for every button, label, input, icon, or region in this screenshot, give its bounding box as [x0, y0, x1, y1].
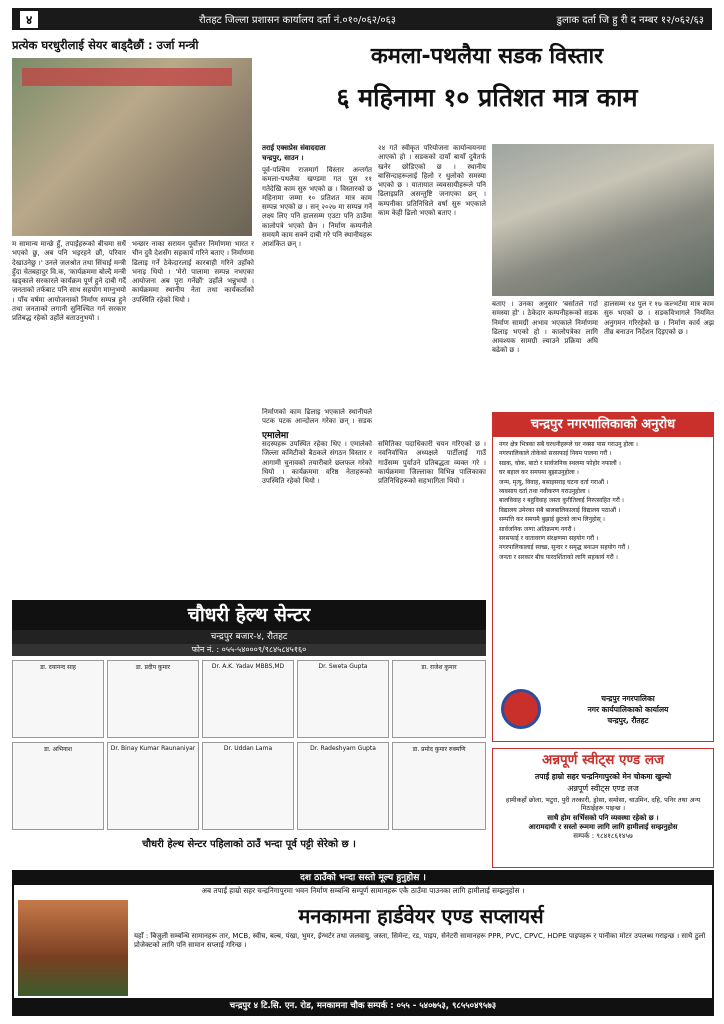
lodge-name: अन्नपूर्ण स्वीट्स एण्ड लज — [567, 784, 639, 793]
body-col6: सदस्यहरू उपस्थित रहेका थिए । एमालेको जिल्ला कमिटीको बैठकले संगठन विस्तार र आगामी चुनावको तयारीबारे छलफल गरेको थियो । कार्यक्रममा वरिष्ठ नेताहरूको उपस्थिति रहेको थियो । — [262, 440, 372, 486]
notice-item: सम्पत्ति कर समयमै बुझाई छुटको लाभ लिनुहोस् । — [499, 516, 605, 524]
temple-photo — [18, 900, 128, 996]
health-ad-title: चौधरी हेल्थ सेन्टर — [12, 600, 486, 630]
notice-item: सडक, चोक, बाटो र सार्वजनिक स्थलमा फोहोर नफालौं । — [499, 459, 621, 467]
doctor-card: Dr. A.K. Yadav MBBS,MD — [202, 660, 294, 738]
headline-kicker: कमला-पथलैया सडक विस्तार — [370, 44, 604, 69]
event-photo — [12, 58, 252, 236]
doctor-card: डा. दयानन्द साह — [12, 660, 104, 738]
notice-item: जन्म, मृत्यु, विवाह, बसाइसराइ घटना दर्ता गराऔं । — [499, 478, 609, 486]
notice-item: घर बहाल कर समयमा बुझाउनुहोला । — [499, 469, 579, 477]
lodge-slogan: साथै होम सर्भिसको पनि व्यवस्था रहेको छ । — [547, 814, 659, 822]
subhead: एमालेमा — [262, 431, 289, 441]
banner-shape — [22, 68, 232, 86]
side-col2: भन्छार नाका सरायन पूर्वोत्तर निर्माणमा भारत र चीन दुवै देशसँग सहकार्य गरिने बताए । निर्माणमा ढिलाइ गर्ने ठेकेदारलाई कारबाही गरिने उहाँको भनाइ थियो । 'मेरो पालामा सम्पन्न नभएका आयोजना अब पूरा गर्नेछौं' उहाँले भन्नुभयो । कार्यक्रममा स्थानीय नेता तथा कार्यकर्ताको उपस्थिति रहेको थियो । — [132, 240, 254, 304]
hardware-body: यहाँ : बिजुली सम्बन्धि सामानहरू तार, MCB, स्वीच, बल्ब, पंखा, भुमर, ईन्भर्टर तथा जलवायु, जस्ता, सिमेन्ट, रड, पाइप, सेनेटरी सामानहरू PPR, PVC, CPVC, HDPE पाइपहरू र पानीका मोटर उपलब्ध गराइन्छ । साथै ठुलो प्रोजेक्टको लागि पनि सामान सप्लाई गरिन्छ । — [134, 932, 706, 949]
hardware-ad — [12, 870, 714, 1016]
doctor-card: Dr. Sweta Gupta — [297, 660, 389, 738]
notice-sign3: चन्द्रपुर, रौतहट — [607, 716, 649, 725]
lodge-phone: ९८४१८६१४५७ — [596, 832, 633, 840]
notice-sign1: चन्द्रपुर नगरपालिका — [601, 694, 655, 703]
notice-item: विद्यालय उमेरका सबै बालबालिकालाई विद्यालय पठाऔं । — [499, 506, 621, 514]
body-col7: समितिका पदाधिकारी चयन गरिएको छ । नवनिर्वाचित अध्यक्षले पार्टीलाई गाउँ गाउँसम्म पुर्याउने प्रतिबद्धता व्यक्त गरे । कार्यक्रममा जिल्लाका विभिन्न पालिकाका प्रतिनिधिहरूको सहभागिता थियो । — [378, 440, 486, 486]
doctor-card: डा. राजेश कुमार — [392, 660, 486, 738]
dateline: चन्द्रपुर, साउन । — [262, 154, 304, 162]
notice-item: व्यवसाय दर्ता तथा नवीकरण गराउनुहोला । — [499, 488, 590, 496]
notice-title: चन्द्रपुर नगरपालिकाको अनुरोध — [493, 413, 713, 437]
doctor-card: Dr. Radeshyam Gupta — [297, 742, 389, 830]
lodge-title: अन्नपूर्ण स्वीट्स एण्ड लज — [493, 749, 713, 771]
notice-item: नगरपालिकालाई स्वच्छ, सुन्दर र समृद्ध बनाउन सहयोग गरौं । — [499, 544, 630, 552]
health-ad-footer: चौधरी हेल्थ सेन्टर पहिलाको ठाउँ भन्दा पूर्व पट्टी सेरेको छ । — [142, 839, 356, 850]
notice-box — [492, 412, 714, 742]
side-col1: म सामान्य मान्छे हुँ, तपाईंहरूको बीचमा सधैं भएको छु, अब पनि भइरहने छौं, परिवार देखाउनेछु ।' उनले जलश्रोत तथा सिंचाई मन्त्री हुँदा चेतबहादुर वि.क, 'कार्यक्रममा बोल्दै मन्त्री खड्काले सरकारले कार्यक्रम पूर्ण हुने दाबी गर्दै जनताको तर्फबाट पनि साथ सहयोग माग्नुभयो । पाँच वर्षमा आयोजनाको निर्माण सम्पन्न हुने तथा जनताको लगानी सुनिश्चित गर्न सरकार प्रतिबद्ध रहेको उहाँले बताउनुभयो । — [12, 240, 126, 323]
notice-item: सार्वजनिक जग्गा अतिक्रमण नगरौं । — [499, 525, 576, 533]
doctor-card: डा. प्रमोद कुमार रुक्मणि — [392, 742, 486, 830]
health-ad-phone: फोन नं. : ०५५-५४०००९/९८४५८४५१६० — [12, 644, 486, 656]
lodge-tagline: तपाईं हाम्रो सहर चन्द्रनिगापुरको मेन चोकमा खुल्यो — [534, 772, 672, 781]
doctor-card: डा. प्रदीप कुमार — [107, 660, 199, 738]
doctor-card: Dr. Uddan Lama — [202, 742, 294, 830]
hardware-banner1: दश ठाउँको भन्दा सस्तो मूल्य हुनुहोस । — [14, 872, 712, 885]
masthead-paper: रौतहट जिल्ला प्रशासन कार्यालय दर्ता नं.०१०/०६२/०६३ — [198, 15, 396, 26]
body-col5: निर्माणको काम ढिलाइ भएकाले स्थानीयले पटक पटक आन्दोलन गरेका छन् । सडक — [262, 408, 372, 426]
side-headline: प्रत्येक घरधुरीलाई सेयर बाड्दैछौं : उर्जा मन्त्री — [12, 38, 199, 52]
notice-item: सरसफाई र वातावरण संरक्षणमा सहयोग गरौं । — [499, 535, 599, 543]
lodge-ad — [492, 748, 714, 868]
body-col1: पूर्व-पश्चिम राजमार्ग विस्तार अन्तर्गत कमला-पथलैया खण्डमा गत पुस ११ गतेदेखि काम सुरु भएको छ । विस्तारको छ महिनामा जम्मा १० प्रतिशत मात्र काम सम्पन्न भएको छ । सन् २०२७ मा सम्पन्न गर्ने लक्ष्य लिए पनि हालसम्म एउटा पनि ठाउँमा कालोपत्रे भएको छैन । निर्माण कम्पनीले समयमै काम सक्ने दाबी गरे पनि स्थानीयहरू आशंकित छन् । — [262, 166, 372, 249]
doctor-card: डा. अभिनाश — [12, 742, 104, 830]
lodge-closing: आरामदायी र सस्तो रूममा लागि लागि हामीलाई सम्झनुहोस — [528, 823, 678, 831]
byline: तराई एक्सप्रेस संवाददाता — [262, 144, 326, 152]
municipality-emblem-icon — [501, 689, 541, 729]
notice-item: नगर क्षेत्र भित्रका सबै घरधनीहरूले घर नक्सा पास गराउनु होला । — [499, 441, 638, 448]
masthead-date: डुलाक दर्ता जि हु री द नम्बर १२/०६२/६३ — [556, 15, 704, 26]
notice-item: जनता र सरकार बीच पारदर्शिताको लागि सहकार्य गरौं । — [499, 553, 618, 561]
body-col2: २४ गते स्वीकृत परियोजना कार्यान्वयनमा आएको हो । सडकको दायाँ बायाँ दुवैतर्फ खनेर छोडिएको छ । स्थानीय बासिन्दाहरूलाई हिलो र धुलोको समस्या भएको छ । यातायात व्यवसायीहरूले पनि ढिलाइप्रति असन्तुष्टि जनाएका छन् । कम्पनीका प्रतिनिधिले वर्षा सुरु भएकाले काम केही ढिलो भएको बताए । — [378, 144, 486, 218]
hardware-footer: चन्द्रपुर ४ टि.सि. एन. रोड, मनकामना चौक सम्पर्क : ०५५ - ५४०७५३, ९८५५०४९५७३ — [14, 998, 712, 1014]
hardware-title: मनकामना हार्डवेयर एण्ड सप्लायर्स — [298, 904, 544, 928]
body-col4: हालसम्म १४ पुल र १७ कल्भर्टमा मात्र काम सुरु भएको छ । सडकविभागले नियमित अनुगमन गरिरहेको छ । निर्माण कार्य अझ तीव्र बनाउन निर्देशन दिइएको छ । — [604, 300, 714, 336]
notice-item: नगरपालिकाले तोकेको सरसफाई नियम पालना गरौं । — [499, 450, 612, 458]
construction-photo — [492, 144, 714, 296]
doctor-card: Dr. Binay Kumar Raunaniyar — [107, 742, 199, 830]
notice-item: बालविवाह र बहुविवाह जस्ता कुरीतिलाई निरुत्साहित गरौं । — [499, 497, 624, 505]
page-number: ४ — [20, 11, 38, 28]
health-ad-subtitle: चन्द्रपुर बजार-४, रौतहट — [12, 630, 486, 644]
body-col3: बताए । उनका अनुसार 'बर्सातले गर्दा समस्या हो' । ठेकेदार कम्पनीहरूको सडक निर्माण सामग्री अभाव भएकाले निर्माणमा ढिलाइ भएको हो । कालोपत्रेका लागि आवश्यक सामग्री ल्याउने प्रक्रिया अघि बढेको छ । — [492, 300, 598, 355]
notice-sign2: नगर कार्यपालिकाको कार्यालय — [587, 705, 669, 714]
lodge-contact-label: सम्पर्क : — [573, 832, 595, 840]
headline-main: ६ महिनामा १० प्रतिशत मात्र काम — [336, 83, 638, 112]
hardware-banner2: अब तपाईं हाम्रो सहर चन्द्रनिगापुरमा भवन निर्माण सम्बन्धि सम्पूर्ण सामानहरू एकै ठाउँमा पाउनका लागि हामीलाई सम्झनुहोस । — [201, 886, 525, 895]
masthead — [12, 8, 712, 30]
lodge-desc: हामीकहाँ छोला, भटुरा, पुरी तरकारी, ड्रोसा, समोसा, चाउमिन, दहि, पनिर तथा अन्य मिठाईहरू पाइन्छ । — [505, 796, 701, 812]
